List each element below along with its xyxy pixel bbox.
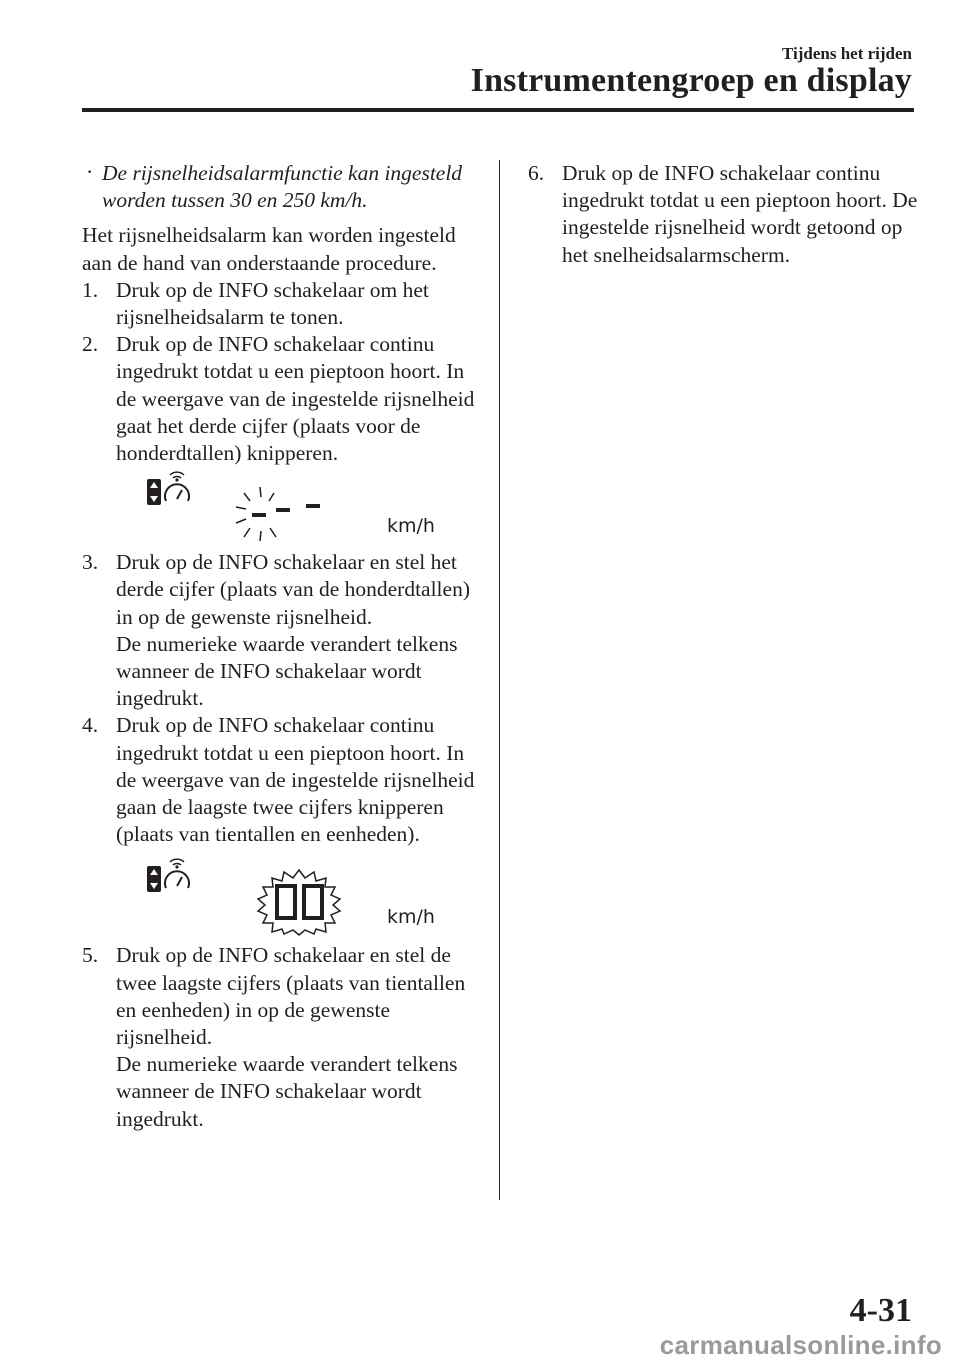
section-label: Tijdens het rijden xyxy=(781,44,912,63)
note xyxy=(82,160,478,214)
display-figure-tens-units xyxy=(82,848,478,942)
left-column xyxy=(82,160,478,1133)
right-column xyxy=(528,160,918,269)
step-number: 1. xyxy=(82,277,99,302)
step-number: 2. xyxy=(82,332,99,357)
step-text-continued: De numerieke waarde verandert telkens wanneer de INFO schakelaar wordt ingedrukt. xyxy=(116,1052,458,1131)
speed-alarm-icon xyxy=(146,471,198,505)
blinking-digits-icon xyxy=(254,868,344,936)
step-4 xyxy=(82,712,478,848)
step-number: 5. xyxy=(82,943,99,968)
step-text: Druk op de INFO schakelaar continu ingedrukt totdat u een pieptoon hoort. De ingestelde rijsnelheid wordt getoond op het snelheidsalarmscherm. xyxy=(562,161,918,267)
step-text: Druk op de INFO schakelaar en stel het derde cijfer (plaats van de honderdtallen) in op de gewenste rijsnelheid. xyxy=(116,550,470,629)
page-title: Instrumentengroep en display xyxy=(470,62,912,99)
watermark: carmanualsonline.info xyxy=(659,1330,942,1360)
step-2 xyxy=(82,331,478,467)
step-number: 4. xyxy=(82,713,99,738)
intro-paragraph: Het rijsnelheidsalarm kan worden ingesteld aan de hand van onderstaande procedure. xyxy=(82,223,456,275)
bullet-icon: · xyxy=(86,159,94,184)
page-number: 4-31 xyxy=(849,1292,912,1329)
step-text-continued: De numerieke waarde verandert telkens wanneer de INFO schakelaar wordt ingedrukt. xyxy=(116,631,458,711)
step-text: Druk op de INFO schakelaar continu ingedrukt totdat u een pieptoon hoort. In de weergave van de ingestelde rijsnelheid gaat het derde cijfer (plaats voor de honderdtallen) knipperen. xyxy=(116,332,475,466)
step-text: Druk op de INFO schakelaar continu ingedrukt totdat u een pieptoon hoort. In de weergave van de ingestelde rijsnelheid gaan de laagste twee cijfers knipperen (plaats van tientallen en eenheden). xyxy=(116,713,475,847)
step-5 xyxy=(82,942,478,1132)
step-3 xyxy=(82,549,478,712)
unit-label: km/h xyxy=(387,515,435,538)
column-divider xyxy=(499,160,500,1200)
blinking-digit-icon xyxy=(232,485,332,543)
display-figure-hundreds xyxy=(82,467,478,549)
step-1 xyxy=(82,277,478,331)
step-number: 6. xyxy=(528,161,545,185)
note-text: De rijsnelheidsalarmfunctie kan ingesteld worden tussen 30 en 250 km/h. xyxy=(102,161,463,213)
unit-label: km/h xyxy=(387,906,435,929)
step-text: Druk op de INFO schakelaar om het rijsnelheidsalarm te tonen. xyxy=(116,277,429,330)
step-text: Druk op de INFO schakelaar en stel de twee laagste cijfers (plaats van tientallen en eenheden) in op de gewenste rijsnelheid. xyxy=(116,943,466,1050)
step-number: 3. xyxy=(82,550,99,575)
speed-alarm-icon xyxy=(146,858,198,892)
header-divider xyxy=(82,108,914,112)
step-6 xyxy=(528,160,918,269)
